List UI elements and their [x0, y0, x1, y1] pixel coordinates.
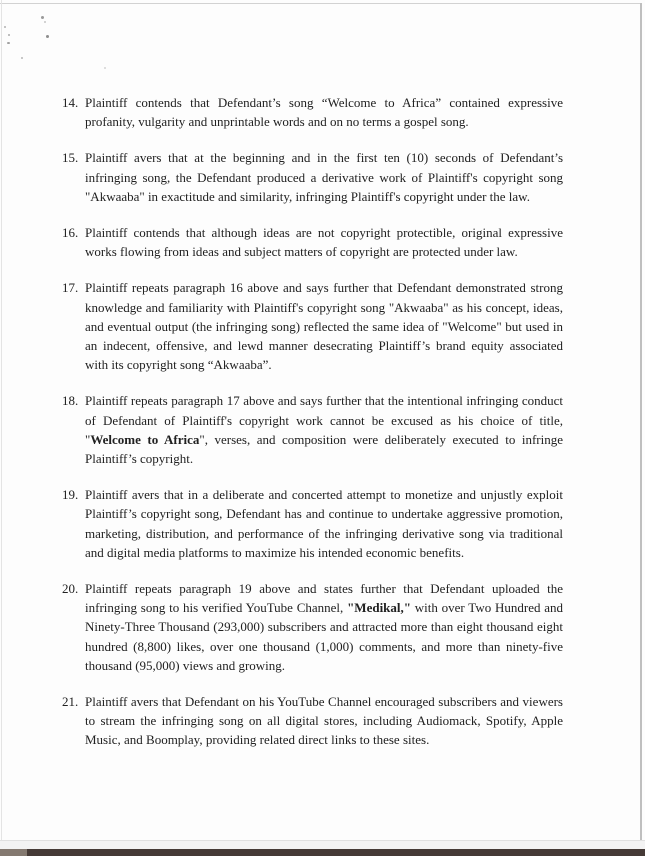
paragraph-text-run: Plaintiff repeats paragraph 19 above and states further that Defendant uploaded the infringing song to his verified YouTube Channel, [85, 581, 563, 616]
paragraph-number: 15. [62, 150, 79, 166]
scanner-bar-left-segment [0, 849, 27, 856]
scan-speckle [46, 35, 49, 38]
paragraph-text [85, 278, 563, 374]
paragraph-18 [62, 391, 563, 468]
paragraph-number: 14. [62, 95, 79, 110]
scanner-bar-main-segment [27, 849, 645, 856]
scan-edge-top-line [0, 3, 641, 4]
paragraph-text [85, 692, 563, 750]
scan-speckle [104, 67, 106, 69]
paragraph-text-run: Plaintiff avers that at the beginning and in the first ten (10) seconds of Defendant’s infringing song, the Defendant produced a derivative work of Plaintiff's copyright song "Akwaaba" in exactitude and similarity, infringing Plaintiff's copyright under the law. [85, 150, 563, 204]
paragraph-bold-run: Welcome to Africa [90, 431, 200, 447]
scan-speckle [41, 16, 44, 19]
paragraph-21 [62, 692, 563, 750]
document-body [62, 93, 563, 767]
paragraph-text-run: Plaintiff contends that although ideas are not copyright protectible, original expressive works flowing from ideas and subject matters of copyright are protected under law. [85, 225, 563, 260]
paragraph-text-run: with over Two Hundred and Ninety-Three Thousand (293,000) subscribers and attracted more than eight thousand eight hundred (8,800) likes, over one thousand (1,000) comments, and more than ninety-five thousand (95,000) views and growing. [85, 600, 563, 673]
paragraph-17 [62, 278, 563, 374]
paragraph-number: 20. [62, 581, 79, 597]
paragraph-text-run: Plaintiff avers that Defendant on his YouTube Channel encouraged subscribers and viewers to stream the infringing song on all digital stores, including Audiomack, Spotify, Apple Music, and Boomplay, providing related direct links to these sites. [85, 694, 563, 748]
paragraph-number: 16. [62, 225, 79, 241]
paragraph-text-run: ", verses, and composition were deliberately executed to infringe Plaintiff’s copyright. [85, 431, 564, 467]
paragraph-text [85, 93, 563, 131]
paragraph-text-run: Plaintiff repeats paragraph 16 above and says further that Defendant demonstrated strong knowledge and familiarity with Plaintiff's copyright song "Akwaaba" as his concept, ideas, and eventual output (the infringing song) reflected the same idea of "Welcome" but used in an indecent, offensive, and lewd manner desecrating Plaintiff’s brand equity associated with its copyright song “Akwaaba”. [85, 280, 563, 373]
paragraph-text-run: Plaintiff contends that Defendant’s song “Welcome to Africa” contained expressive profanity, vulgarity and unprintable words and on no terms a gospel song. [85, 95, 563, 130]
scan-speckle [7, 42, 10, 44]
paragraph-text [85, 579, 563, 675]
paragraph-16 [62, 223, 563, 261]
paragraph-number: 21. [62, 694, 79, 710]
page-bottom-band [0, 841, 645, 849]
scan-speckle [21, 57, 23, 59]
scan-speckle [4, 26, 6, 28]
paragraph-text [85, 223, 563, 261]
scan-edge-left-line [1, 0, 2, 840]
paragraph-text [85, 148, 563, 206]
paragraph-bold-run: "Medikal," [347, 600, 411, 616]
scan-speckle [44, 21, 46, 23]
paragraph-text [85, 391, 563, 468]
scanner-dark-bar [0, 849, 645, 856]
paragraph-number: 17. [62, 280, 79, 296]
paragraph-19 [62, 485, 563, 562]
paragraph-14 [62, 93, 563, 131]
paragraph-15 [62, 148, 563, 206]
scan-speckle [8, 34, 10, 36]
paragraph-text-run: Plaintiff repeats paragraph 17 above and says further that the intentional infringing conduct of Defendant of Plaintiff's copyright work cannot be excused as his choice of title, " [85, 393, 563, 447]
paragraph-text-run: Plaintiff avers that in a deliberate and concerted attempt to monetize and unjustly exploit Plaintiff’s copyright song, Defendant has and continue to undertake aggressive promotion, marketing, distribution, and performance of the infringing derivative song via traditional and digital media platforms to maximize his intended economic benefits. [85, 487, 563, 560]
paragraph-number: 19. [62, 487, 79, 503]
paragraph-number: 18. [62, 393, 79, 409]
scan-edge-right-line [640, 3, 642, 840]
paragraph-text [85, 485, 563, 562]
paragraph-20 [62, 579, 563, 675]
